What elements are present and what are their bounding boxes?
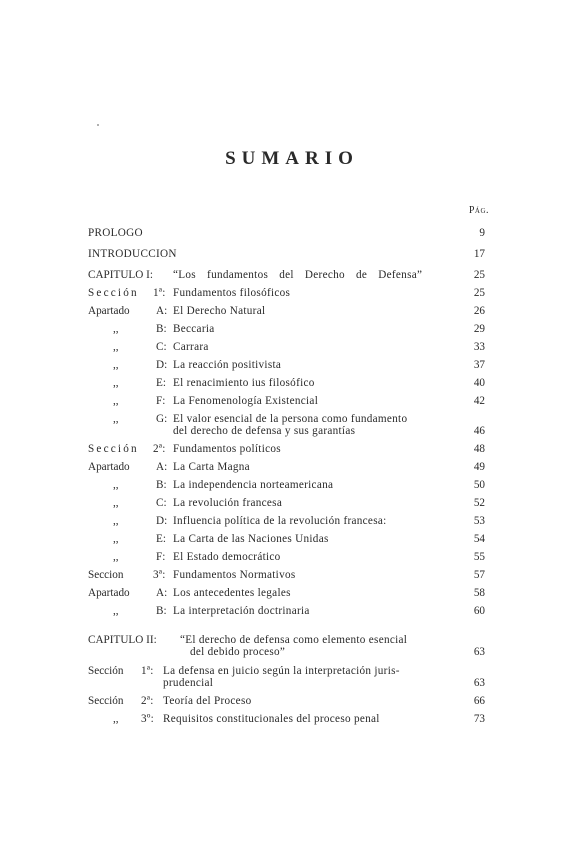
entry-title: La defensa en juicio según la interpretación juris- (163, 665, 400, 677)
entry-page: 25 (473, 287, 485, 299)
entry-label: Apartado (88, 587, 130, 599)
ditto-mark: ,, (113, 551, 119, 563)
ditto-mark: ,, (113, 533, 119, 545)
entry-label: Sección (88, 443, 139, 455)
entry-number: 1ª: (153, 287, 166, 299)
entry-letter: B: (156, 605, 167, 617)
entry-title: La Carta de las Naciones Unidas (173, 533, 329, 545)
entry-label: CAPITULO I: (88, 269, 153, 281)
entry-page: 46 (473, 425, 485, 437)
ditto-mark: ,, (113, 479, 119, 491)
entry-page: 42 (473, 395, 485, 407)
entry-title: El renacimiento ius filosófico (173, 377, 315, 389)
entry-number: 2ª: (141, 695, 154, 707)
entry-page: 29 (473, 323, 485, 335)
ditto-mark: ,, (113, 341, 119, 353)
entry-label: Seccion (88, 569, 124, 581)
entry-title: Fundamentos Normativos (173, 569, 296, 581)
entry-page: 9 (479, 227, 485, 239)
entry-title: Teoría del Proceso (163, 695, 252, 707)
entry-title: La reacción positivista (173, 359, 282, 371)
ditto-mark: ,, (113, 515, 119, 527)
entry-page: 37 (473, 359, 485, 371)
entry-letter: D: (156, 359, 168, 371)
entry-page: 73 (473, 713, 485, 725)
ditto-mark: ,, (113, 605, 119, 617)
entry-title: Beccaria (173, 323, 215, 335)
entry-title: La Fenomenología Existencial (173, 395, 319, 407)
entry-page: 55 (473, 551, 485, 563)
entry-letter: A: (156, 587, 168, 599)
entry-letter: F: (156, 395, 166, 407)
entry-letter: C: (156, 341, 167, 353)
ditto-mark: ,, (113, 323, 119, 335)
entry-label: CAPITULO II: (88, 634, 157, 646)
entry-letter: A: (156, 461, 168, 473)
entry-letter: B: (156, 479, 167, 491)
entry-title: El Estado democrático (173, 551, 281, 563)
entry-page: 48 (473, 443, 485, 455)
entry-title: Fundamentos políticos (173, 443, 281, 455)
ditto-mark: ,, (113, 413, 119, 425)
entry-page: 49 (473, 461, 485, 473)
entry-letter: A: (156, 305, 168, 317)
entry-page: 17 (473, 248, 485, 260)
entry-page: 25 (473, 269, 485, 281)
entry-page: 58 (473, 587, 485, 599)
entry-label: PROLOGO (88, 227, 143, 239)
entry-page: 57 (473, 569, 485, 581)
entry-label: Sección (88, 287, 139, 299)
entry-title: La independencia norteamericana (173, 479, 334, 491)
entry-title: El Derecho Natural (173, 305, 266, 317)
entry-number: 3ª: (153, 569, 166, 581)
entry-title: Requisitos constitucionales del proceso penal (163, 713, 380, 725)
entry-letter: C: (156, 497, 167, 509)
ditto-mark: ,, (113, 377, 119, 389)
entry-title: “Los fundamentos del Derecho de Defensa” (173, 269, 423, 281)
entry-page: 66 (473, 695, 485, 707)
entry-letter: D: (156, 515, 168, 527)
entry-title: El valor esencial de la persona como fundamento (173, 413, 408, 425)
entry-page: 60 (473, 605, 485, 617)
entry-page: 52 (473, 497, 485, 509)
entry-letter: B: (156, 323, 167, 335)
page-column-header: Pág. (468, 205, 489, 216)
entry-letter: G: (156, 413, 168, 425)
entry-number: 2ª: (153, 443, 166, 455)
entry-title: La interpretación doctrinaria (173, 605, 310, 617)
ditto-mark: ,, (113, 713, 119, 725)
entry-title: Fundamentos filosóficos (173, 287, 291, 299)
entry-label: Sección (88, 695, 124, 707)
entry-number: 3º: (141, 713, 155, 725)
page-title: SUMARIO (225, 148, 359, 169)
entry-page: 63 (473, 646, 485, 658)
entry-title: Influencia política de la revolución francesa: (173, 515, 387, 527)
entry-page: 53 (473, 515, 485, 527)
ditto-mark: ,, (113, 497, 119, 509)
entry-page: 40 (473, 377, 485, 389)
entry-title-continuation: del debido proceso” (190, 646, 286, 658)
entry-label: Apartado (88, 305, 130, 317)
entry-title: Los antecedentes legales (173, 587, 291, 599)
entry-letter: E: (156, 377, 166, 389)
entry-number: 1ª: (141, 665, 154, 677)
entry-label: Sección (88, 665, 124, 677)
entry-page: 54 (473, 533, 485, 545)
entry-page: 63 (473, 677, 485, 689)
entry-label: Apartado (88, 461, 130, 473)
entry-letter: F: (156, 551, 166, 563)
entry-page: 26 (473, 305, 485, 317)
entry-letter: E: (156, 533, 166, 545)
entry-label: INTRODUCCION (88, 248, 177, 260)
ditto-mark: ,, (113, 395, 119, 407)
ditto-mark: ,, (113, 359, 119, 371)
entry-page: 50 (473, 479, 485, 491)
entry-title-continuation: prudencial (163, 677, 214, 689)
entry-title: “El derecho de defensa como elemento esencial (180, 634, 408, 646)
entry-title: Carrara (173, 341, 209, 353)
entry-page: 33 (473, 341, 485, 353)
entry-title: La Carta Magna (173, 461, 250, 473)
entry-title: La revolución francesa (173, 497, 283, 509)
entry-title-continuation: del derecho de defensa y sus garantías (173, 425, 356, 437)
